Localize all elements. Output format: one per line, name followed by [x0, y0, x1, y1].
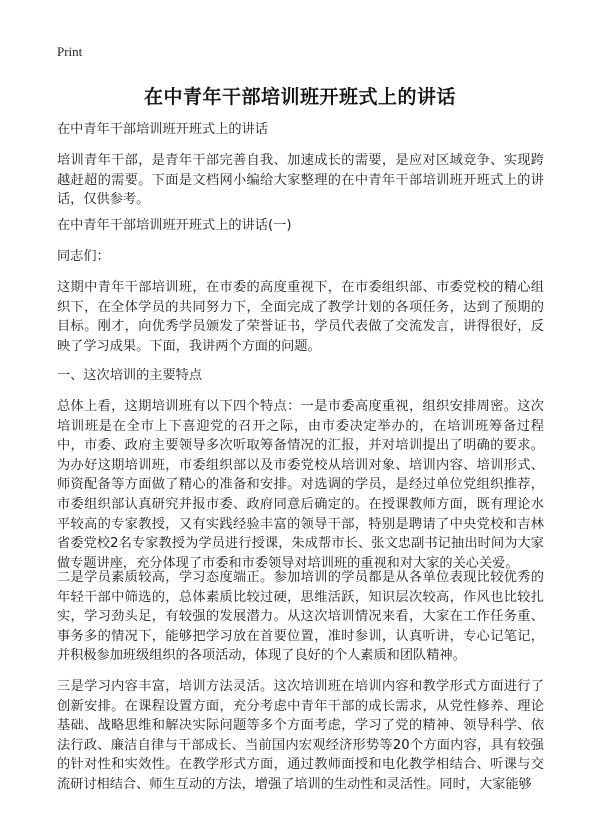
body-paragraph-point2: 二是学员素质较高，学习态度端正。参加培训的学员都是从各单位表现比较优秀的年轻干部中筛选的，总体素质比较过硬，思维活跃，知识层次较高，作风也比较扎实，学习劲头足，有较强的发展潜力。从这次培训情况来看，大家在工作任务重、事务多的情况下，能够把学习放在首要位置，准时参训，认真听讲，专心记笔记，并积极参加班级组织的各项活动，体现了良好的个人素质和团队精神。 — [57, 570, 544, 664]
print-link[interactable]: Print — [57, 44, 83, 59]
body-paragraph-point1: 总体上看，这期培训班有以下四个特点：一是市委高度重视，组织安排周密。这次培训班是在全市上下喜迎党的召开之际，由市委决定举办的，在培训班筹备过程中，市委、政府主要领导多次听取筹备情况的汇报，并对培训提出了明确的要求。为办好这期培训班，市委组织部以及市委党校从培训对象、培训内容、培训形式、师资配备等方面做了精心的准备和安排。对选调的学员，是经过单位党组织推荐，市委组织部认真研究并报市委、政府同意后确定的。在授课教师方面，既有理论水平较高的专家教授，又有实践经验丰富的领导干部，特别是聘请了中央党校和吉林省委党校2名专家教授为学员进行授课，朱成帮市长、张文忠副书记抽出时间为大家做专题讲座，充分体现了市委和市委领导对培训班的重视和对大家的关心关爱。 — [57, 399, 544, 571]
intro-paragraph: 培训青年干部，是青年干部完善自我、加速成长的需要，是应对区域竞争、实现跨越赶超的需要。下面是文档网小编给大家整理的在中青年干部培训班开班式上的讲话，仅供参考。 — [57, 153, 544, 208]
speech-heading: 在中青年干部培训班开班式上的讲话(一) — [57, 218, 292, 233]
section-heading: 一、这次培训的主要特点 — [57, 368, 203, 383]
greeting-paragraph: 同志们： — [57, 249, 110, 264]
opening-paragraph: 这期中青年干部培训班，在市委的高度重视下，在市委组织部、市委党校的精心组织下，在全体学员的共同努力下，全面完成了教学计划的各项任务，达到了预期的目标。刚才，向优秀学员颁发了荣誉证书，学员代表做了交流发言，讲得很好，反映了学习成果。下面，我讲两个方面的问题。 — [57, 280, 544, 354]
body-paragraph-point3: 三是学习内容丰富，培训方法灵活。这次培训班在培训内容和教学形式方面进行了创新安排。在课程设置方面，充分考虑中青年干部的成长需求，从党性修养、理论基础、战略思维和解决实际问题等多个方面考虑，学习了党的精神、领导科学、依法行政、廉洁自律与干部成长、当前国内宏观经济形势等20个方面内容，具有较强的针对性和实效性。在教学形式方面，通过教师面授和电化教学相结合、听课与交流研讨相结合、师生互动的方法，增强了培训的生动性和灵活性。同时，大家能够 — [57, 679, 544, 792]
page-title: 在中青年干部培训班开班式上的讲话 — [143, 86, 456, 108]
subtitle-paragraph: 在中青年干部培训班开班式上的讲话 — [57, 122, 268, 137]
